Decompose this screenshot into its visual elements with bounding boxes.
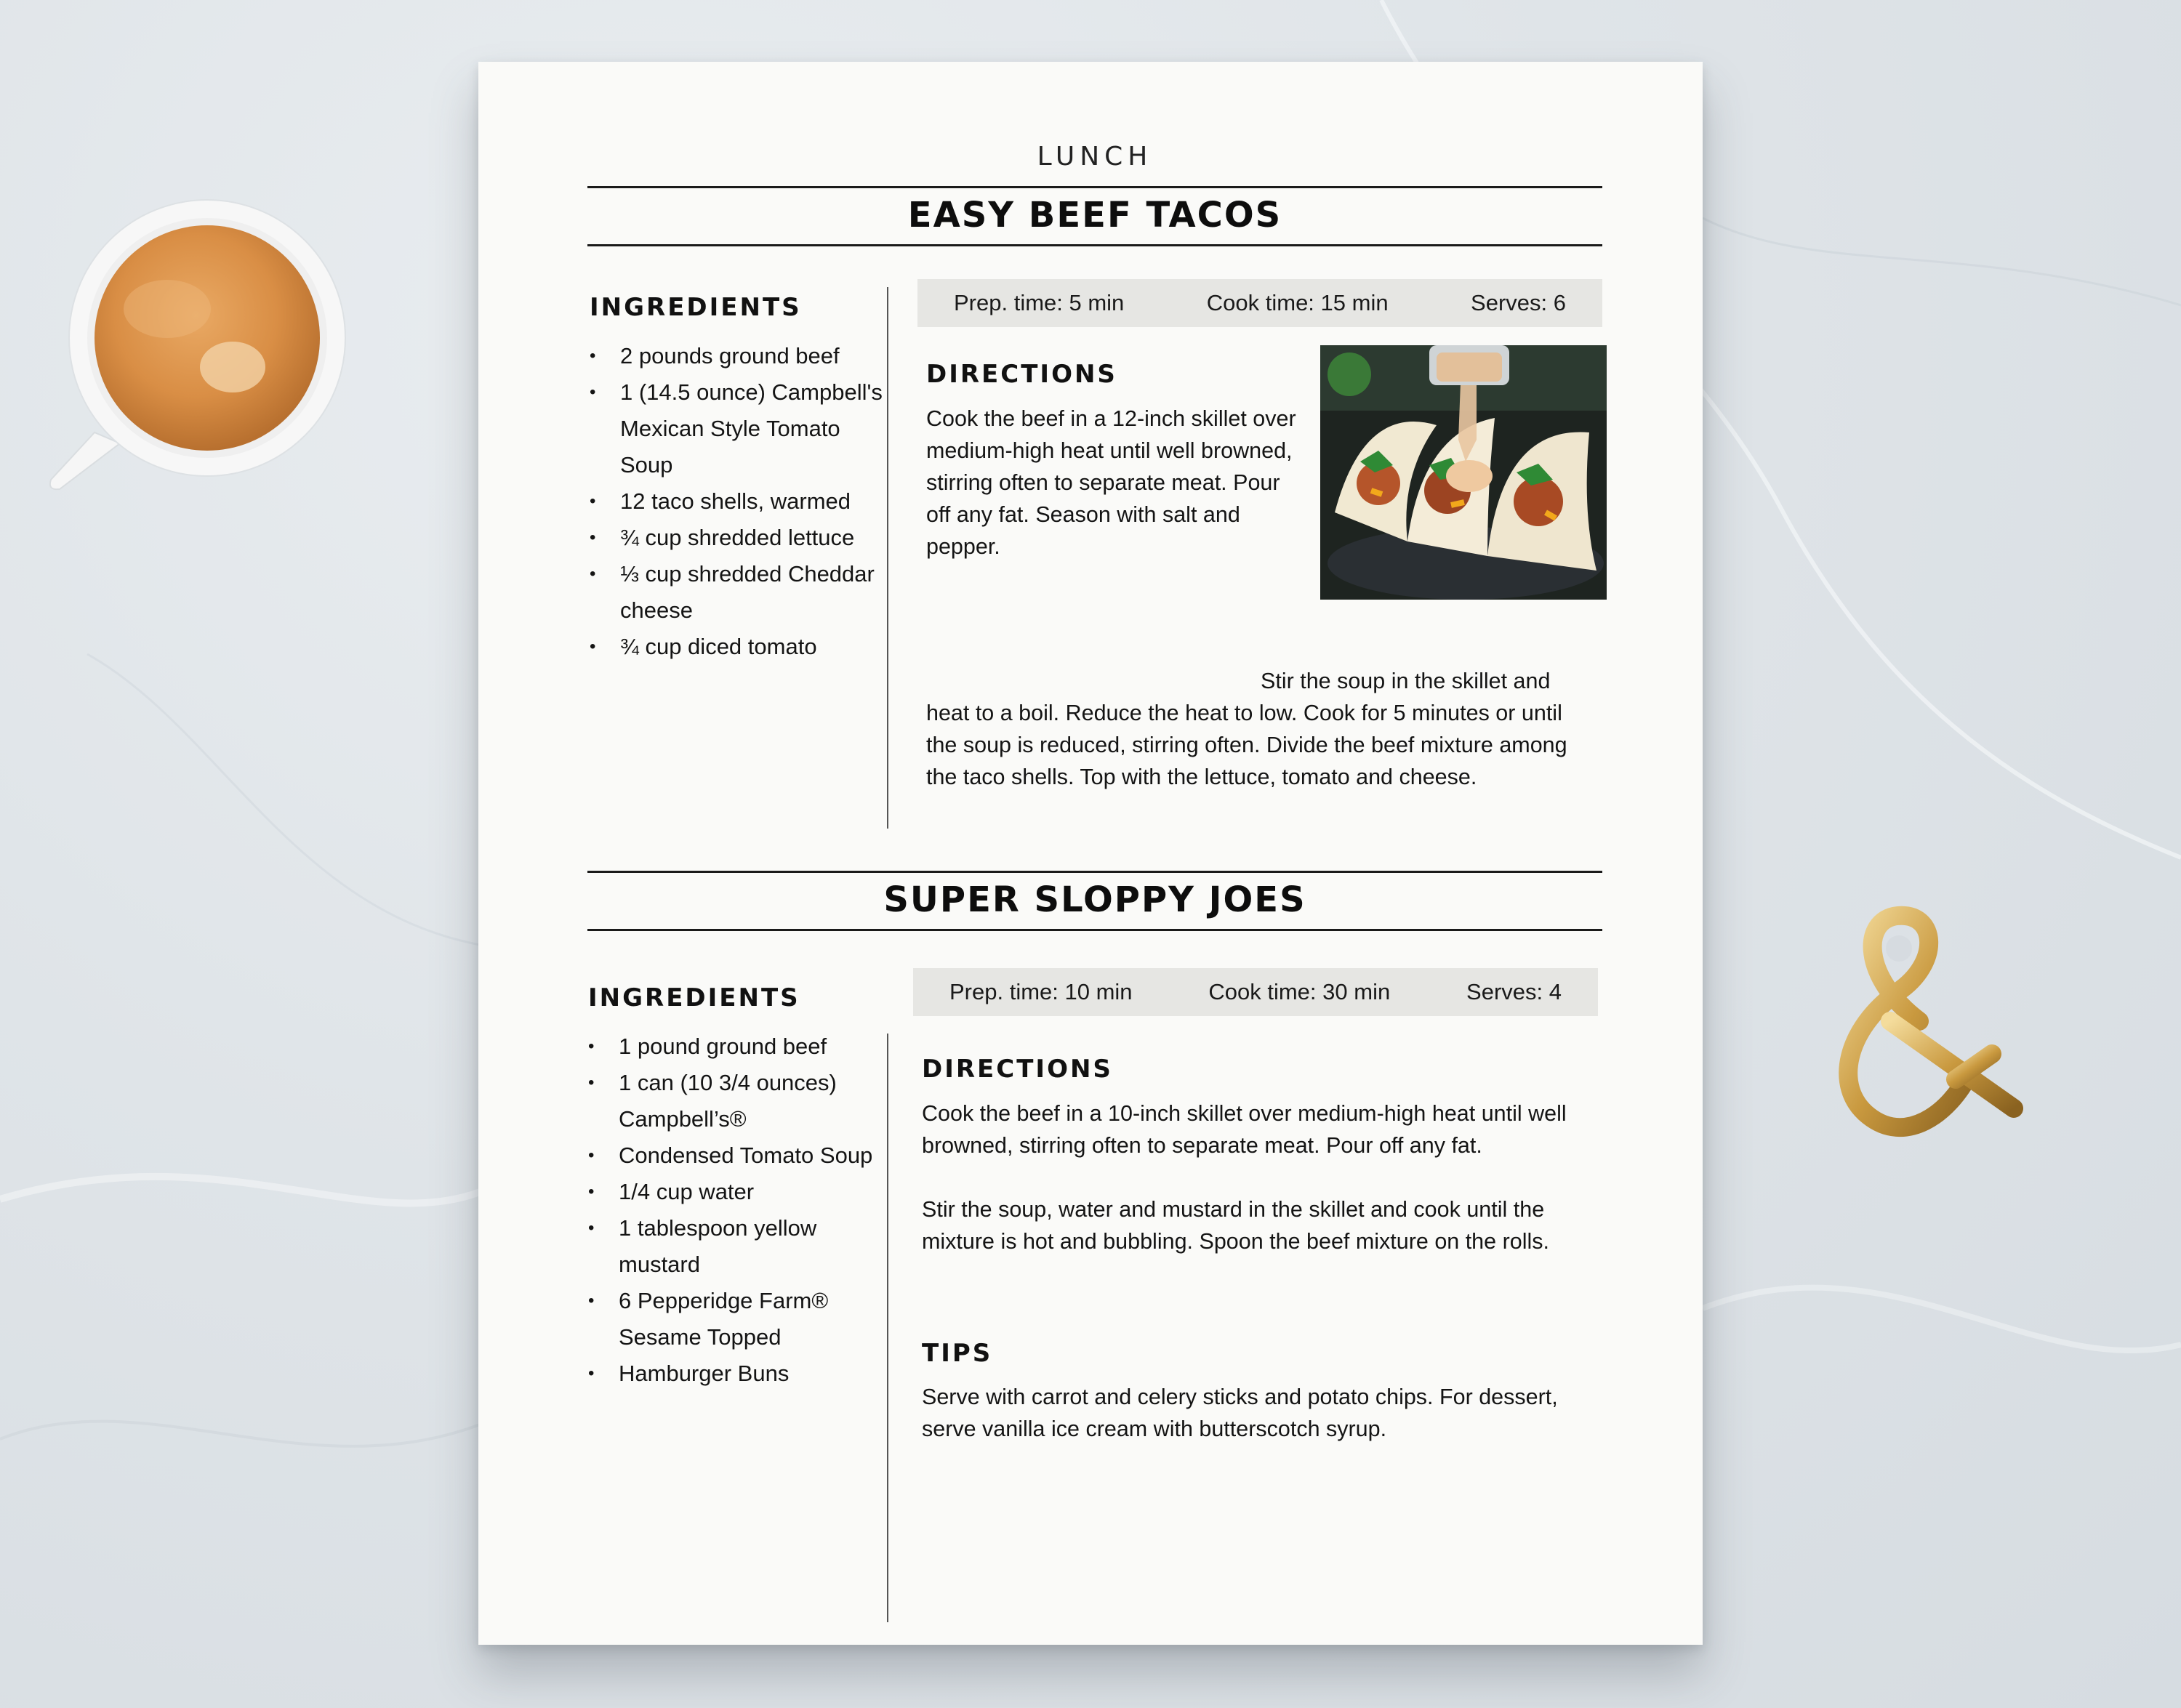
prep-time: Prep. time: 10 min bbox=[949, 979, 1133, 1004]
category-heading: LUNCH bbox=[1037, 142, 1153, 172]
directions-heading: DIRECTIONS bbox=[926, 360, 1117, 389]
recipe-title: EASY BEEF TACOS bbox=[907, 195, 1282, 235]
directions-paragraph: Cook the beef in a 12-inch skillet over medium-high heat until well browned, stirring often to separate meat. Pour off any fat. Season with salt and pepper. bbox=[926, 406, 1296, 559]
list-item: • 1 can (10 3/4 ounces) Campbell’s® bbox=[619, 1065, 895, 1137]
directions-paragraph: Stir the soup, water and mustard in the skillet and cook until the mixture is hot and bubbling. Spoon the beef mixture on the rolls. bbox=[922, 1197, 1549, 1254]
title-rule-top bbox=[587, 186, 1602, 188]
directions-heading: DIRECTIONS bbox=[922, 1055, 1113, 1084]
prep-time: Prep. time: 5 min bbox=[954, 290, 1125, 315]
list-item: • 2 pounds ground beef bbox=[620, 338, 896, 374]
text-wrap-spacer bbox=[926, 665, 1261, 666]
list-item: • 1 tablespoon yellow mustard bbox=[619, 1210, 895, 1283]
ingredients-heading: INGREDIENTS bbox=[590, 293, 802, 322]
column-divider bbox=[887, 1034, 888, 1622]
list-item: • 1 pound ground beef bbox=[619, 1028, 895, 1065]
list-item: • Hamburger Buns bbox=[619, 1355, 895, 1392]
serves: Serves: 6 bbox=[1471, 290, 1566, 315]
tacos-photo bbox=[1320, 345, 1607, 600]
list-item: • 12 taco shells, warmed bbox=[620, 483, 896, 520]
title-rule-top bbox=[587, 871, 1602, 873]
tips-heading: TIPS bbox=[922, 1339, 993, 1368]
directions-paragraph bbox=[926, 665, 1592, 793]
list-item: • ⅓ cup shredded Cheddar cheese bbox=[620, 556, 896, 629]
cook-time: Cook time: 30 min bbox=[1208, 979, 1391, 1004]
ingredients-heading: INGREDIENTS bbox=[588, 983, 800, 1012]
list-item: • 6 Pepperidge Farm® Sesame Topped bbox=[619, 1283, 895, 1355]
recipe-page bbox=[478, 62, 1703, 1645]
title-rule-bottom bbox=[587, 244, 1602, 246]
list-item: • ¾ cup shredded lettuce bbox=[620, 520, 896, 556]
list-item: • 1/4 cup water bbox=[619, 1174, 895, 1210]
cook-time: Cook time: 15 min bbox=[1206, 290, 1389, 315]
ampersand-bottle-opener-icon bbox=[1774, 898, 2050, 1159]
list-item: • 1 (14.5 ounce) Campbell's Mexican Style Tomato Soup bbox=[620, 374, 896, 483]
page-content bbox=[587, 62, 1602, 1645]
recipe-meta-bar bbox=[917, 279, 1602, 327]
recipe-meta-bar bbox=[913, 968, 1598, 1016]
column-divider bbox=[887, 287, 888, 829]
tips-paragraph: Serve with carrot and celery sticks and potato chips. For dessert, serve vanilla ice cream with butterscotch syrup. bbox=[922, 1385, 1558, 1441]
recipe-title: SUPER SLOPPY JOES bbox=[883, 879, 1306, 920]
directions-text: Stir the soup in the skillet and heat to a boil. Reduce the heat to low. Cook for 5 minutes or until the soup is reduced, stirring often. Divide the beef mixture among the taco shells. Top with the lettuce, tomato and cheese. bbox=[926, 669, 1567, 789]
list-item: • ¾ cup diced tomato bbox=[620, 629, 896, 665]
ingredients-list bbox=[588, 1028, 895, 1392]
directions-paragraph: Cook the beef in a 10-inch skillet over medium-high heat until well browned, stirring often to separate meat. Pour off any fat. bbox=[922, 1101, 1567, 1158]
coffee-cup-icon bbox=[44, 193, 349, 498]
title-rule-bottom bbox=[587, 929, 1602, 931]
list-item: • Condensed Tomato Soup bbox=[619, 1137, 895, 1174]
serves: Serves: 4 bbox=[1466, 979, 1562, 1004]
ingredients-list bbox=[590, 338, 896, 665]
